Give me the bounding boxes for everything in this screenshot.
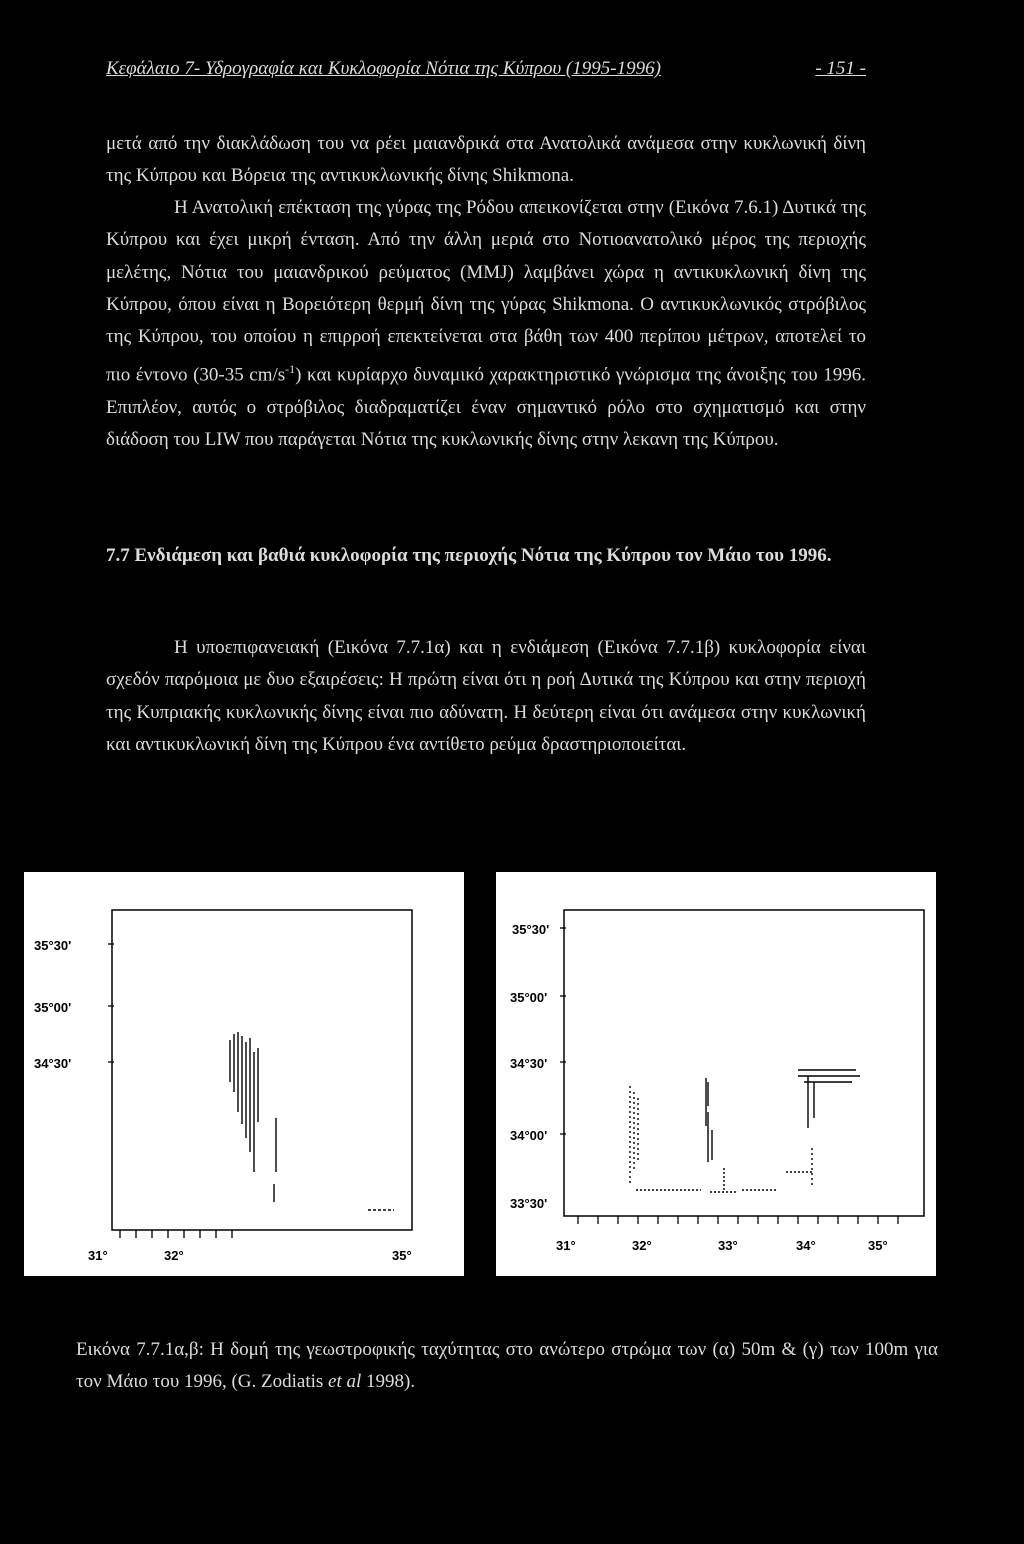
lat-label-b-5: 33°30' (510, 1196, 548, 1211)
figure-caption (76, 1334, 938, 1398)
lat-label-b-1: 35°30' (512, 922, 550, 937)
paragraph-2-part-b: ) και κυρίαρχο δυναμικό χαρακτηριστικό γνώρισμα της άνοιξης του 1996. Επιπλέον, αυτός ο στρόβιλος διαδραματίζει έναν σημαντικό ρόλο στο σχηματισμό και στην διάδοση του LIW που παράγεται Νότια της κυκλωνικής δίνης στην λεκανη της Κύπρου. (106, 364, 866, 451)
lon-label-b-3: 33° (718, 1238, 738, 1253)
unit-superscript: -1 (285, 362, 296, 377)
figure-b-velocity-vectors (630, 1070, 860, 1192)
caption-italic: et al (328, 1371, 362, 1392)
caption-text-a: Εικόνα 7.7.1α,β: Η δομή της γεωστροφικής ταχύτητας στο ανώτερο στρώμα των (α) 50m & (γ) των 100m για τον Μάιο του 1996, (G. Zodiatis (76, 1339, 938, 1392)
figure-a-velocity-vectors (230, 1032, 394, 1210)
lat-label-a-2: 35°00' (34, 1000, 72, 1015)
lon-label-a-3: 35° (392, 1248, 412, 1263)
page-number: - 151 - (815, 58, 866, 79)
caption-text-b: 1998). (361, 1371, 416, 1392)
lon-label-b-5: 35° (868, 1238, 888, 1253)
lat-label-b-4: 34°00' (510, 1128, 548, 1143)
chapter-title: Κεφάλαιο 7- Υδρογραφία και Κυκλοφορία Νότια της Κύπρου (1995-1996) (106, 58, 661, 79)
paragraph-2-part-a: Η Ανατολική επέκταση της γύρας της Ρόδου απεικονίζεται στην (Εικόνα 7.6.1) Δυτικά της Κύπρου και έχει μικρή ένταση. Από την άλλη μεριά στο Νοτιοανατολικό μέρος της περιοχής μελέτης, Νότια του μαιανδρικού ρεύματος (MMJ) λαμβάνει χώρα η αντικυκλωνική δίνη της Κύπρου, όπου είναι η Βορειότερη θερμή δίνη της γύρας Shikmona. Ο αντικυκλωνικός στρόβιλος της Κύπρου, του οποίου η επιρροή επεκτείνεται στα βάθη των 400 περίπου μέτρων, αποτελεί το πιο έντονο (30-35 cm/s (106, 197, 866, 386)
lat-label-b-2: 35°00' (510, 990, 548, 1005)
figure-b (496, 872, 936, 1276)
lon-label-a-2: 32° (164, 1248, 184, 1263)
figure-b-frame (564, 910, 924, 1216)
figure-b-map (496, 872, 936, 1276)
paragraph-1: μετά από την διακλάδωση του να ρέει μαιανδρικά στα Ανατολικά ανάμεσα στην κυκλωνική δίνη της Κύπρου και Βόρεια της αντικυκλωνικής δίνης Shikmona. (106, 133, 866, 187)
figure-a (24, 872, 464, 1276)
running-header (106, 58, 866, 80)
paragraph-3: Η υποεπιφανειακή (Εικόνα 7.7.1α) και η ενδιάμεση (Εικόνα 7.7.1β) κυκλοφορία είναι σχεδόν παρόμοια με δυο εξαιρέσεις: Η πρώτη είναι ότι η ροή Δυτικά της Κύπρου και στην περιοχή της Κυπριακής κυκλωνικής δίνης είναι πιο αδύνατη. Η δεύτερη είναι ότι ανάμεσα στην κυκλωνική και αντικυκλωνική δίνη της Κύπρου ένα αντίθετο ρεύμα δραστηριοποιείται. (106, 637, 866, 755)
section-heading: 7.7 Ενδιάμεση και βαθιά κυκλοφορία της περιοχής Νότια της Κύπρου τον Μάιο του 1996. (106, 545, 832, 566)
paragraph-2 (106, 192, 866, 457)
lon-label-b-1: 31° (556, 1238, 576, 1253)
lon-label-b-2: 32° (632, 1238, 652, 1253)
lat-label-a-3: 34°30' (34, 1056, 72, 1071)
lat-label-b-3: 34°30' (510, 1056, 548, 1071)
figure-a-frame (112, 910, 412, 1230)
lat-label-a-1: 35°30' (34, 938, 72, 953)
lon-label-b-4: 34° (796, 1238, 816, 1253)
lon-label-a-1: 31° (88, 1248, 108, 1263)
figure-a-map (24, 872, 464, 1276)
figure-a-ticks (108, 944, 232, 1238)
